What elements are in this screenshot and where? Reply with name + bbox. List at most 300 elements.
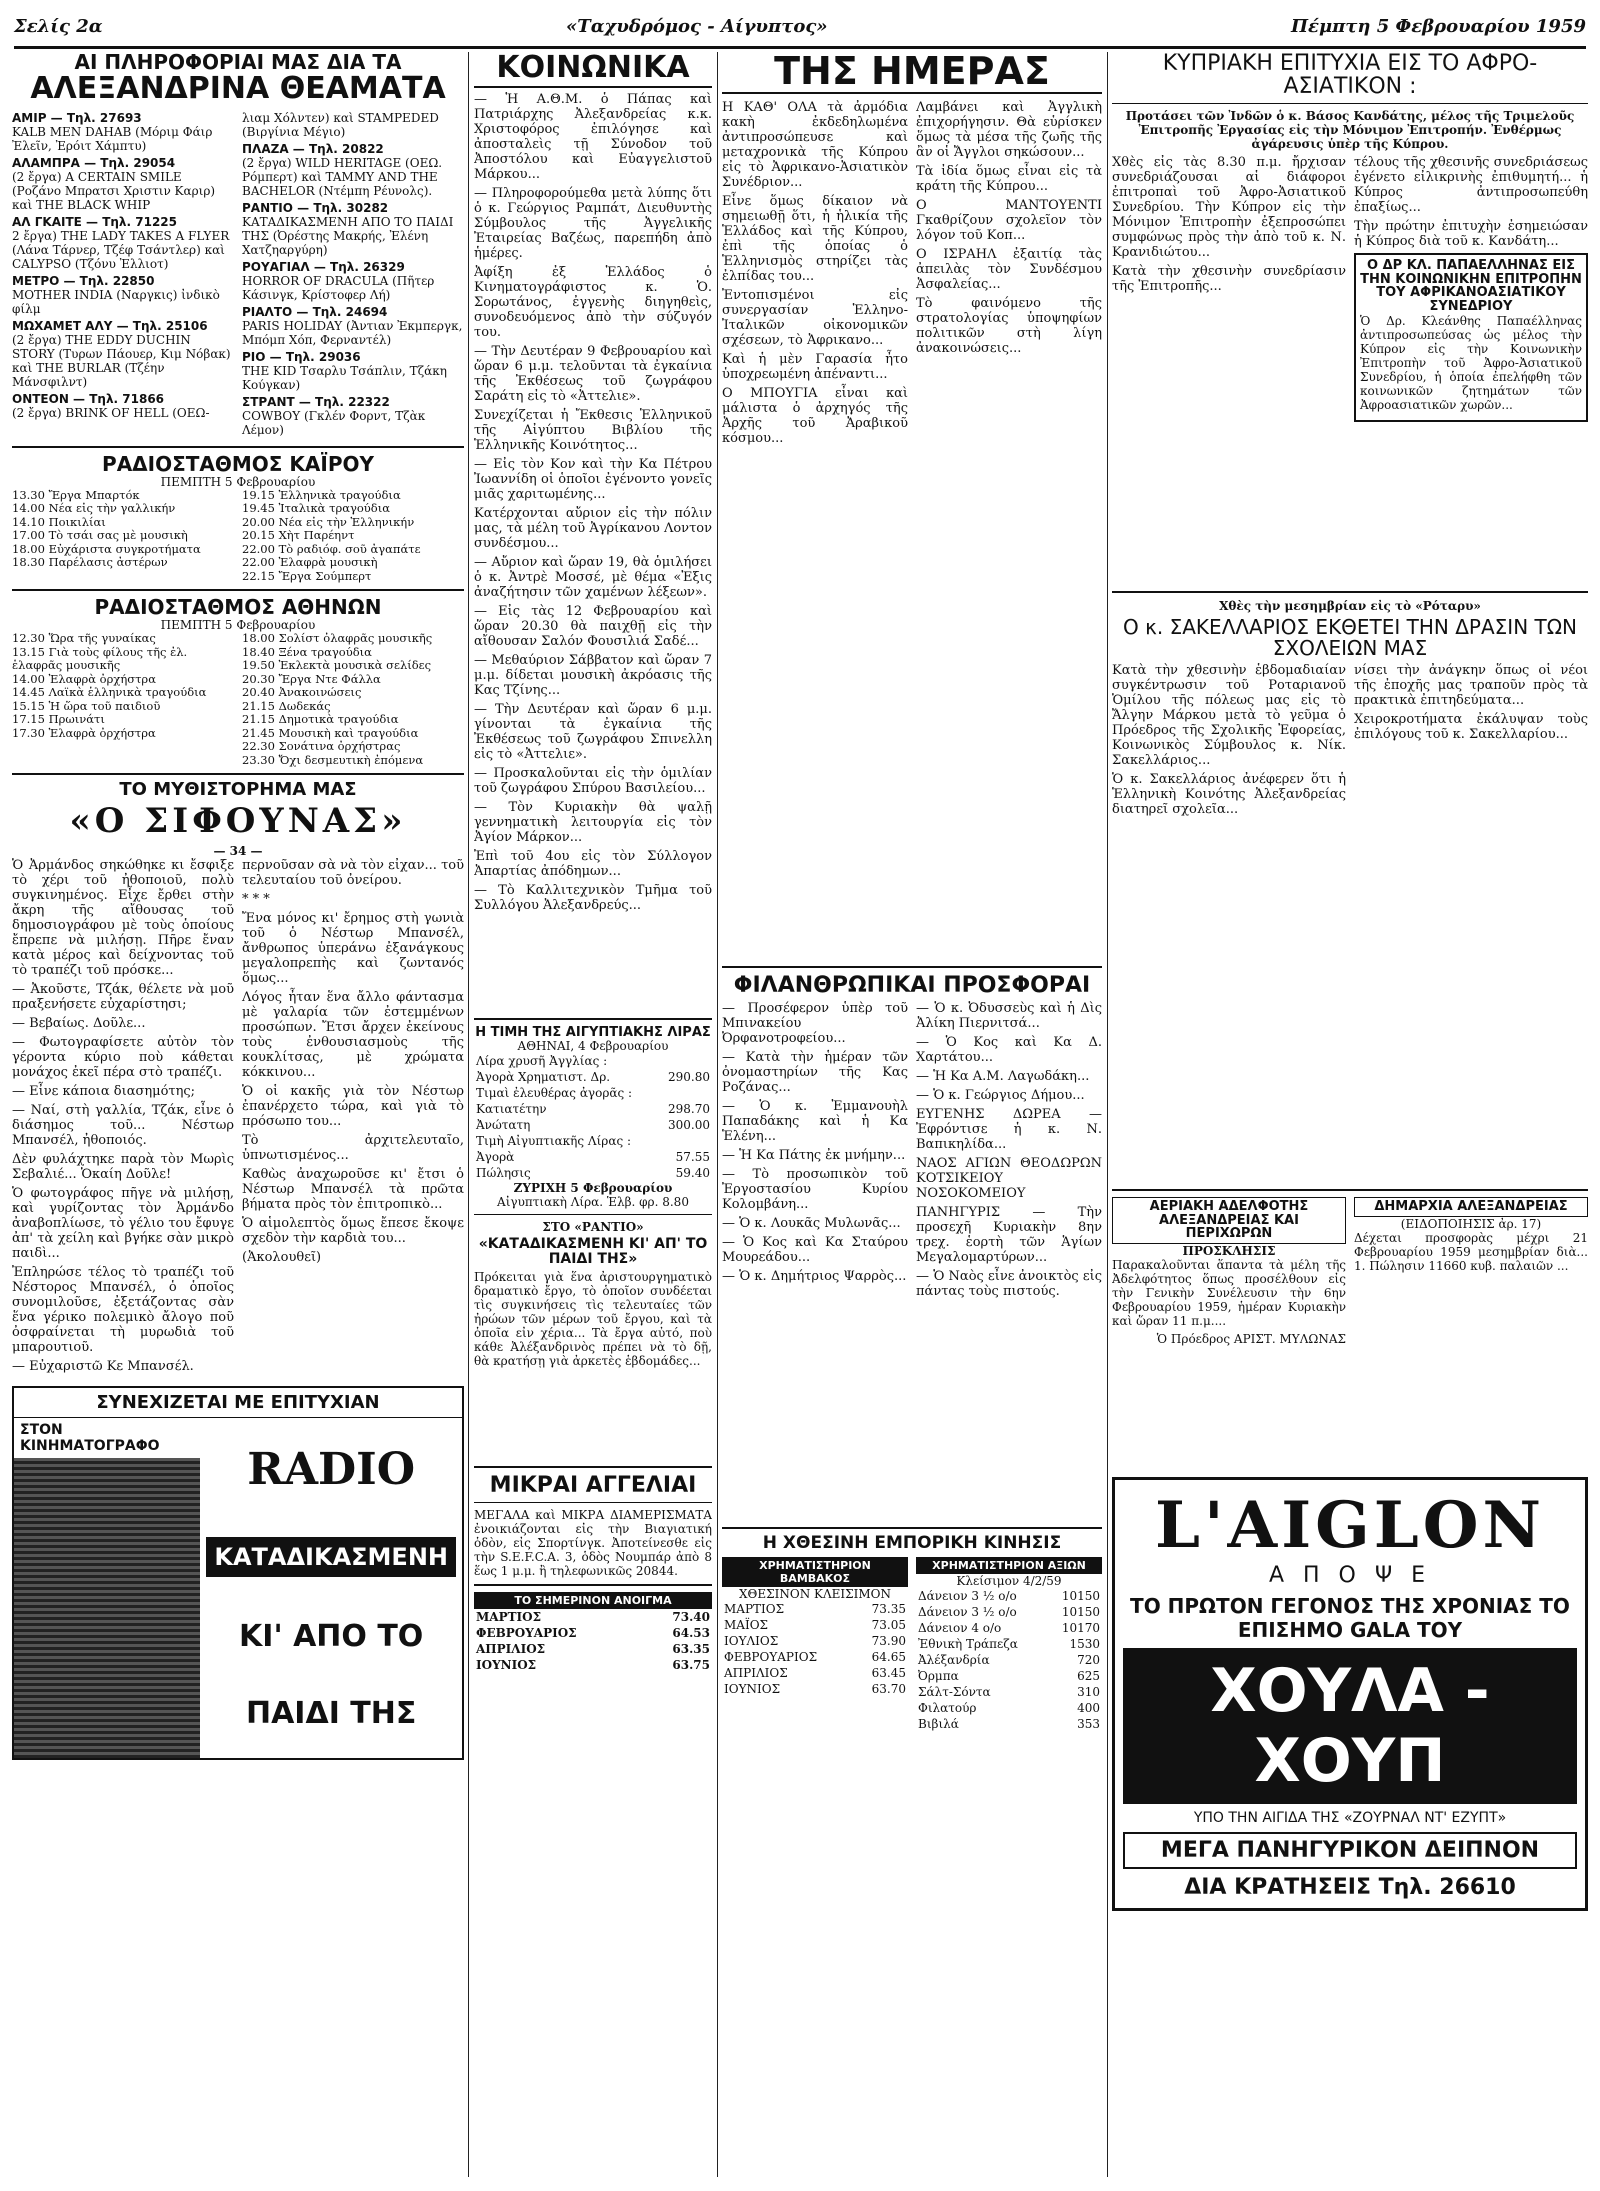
cinema-films: ΚΑΤΑΔΙΚΑΣΜΕΝΗ ΑΠΟ ΤΟ ΠΑΙΔΙ ΤΗΣ (Ὀρέστης Μακρής, Ἐλένη Χατζηαργύρη) (242, 214, 454, 257)
stock-table (916, 1588, 1102, 1732)
rate-row (474, 1165, 712, 1181)
cinema-films: (2 ἔργα) THE EDDY DUCHIN STORY (Τυρων Πάουερ, Κιμ Νόβακ) καὶ THE BURLAR (Τζέην Μάνσφιλντ) (12, 332, 231, 389)
row-label: ΦΕΒΡΟΥΑΡΙΟΣ (724, 1649, 818, 1664)
cinema-listing (242, 350, 464, 392)
cinema-name: ΑΛ ΓΚΑΙΤΕ — Τηλ. 71225 (12, 214, 177, 229)
row-label: Ἐθνικὴ Τράπεζα (918, 1636, 1018, 1651)
cinema-name: ΡΟΥΑΓΙΑΛ — Τηλ. 26329 (242, 259, 405, 274)
aiglon-under: ΥΠΟ ΤΗΝ ΑΙΓΙΔΑ ΤΗΣ «ΖΟΥΡΝΑΛ ΝΤ' ΕΖΥΠΤ» (1193, 1810, 1507, 1827)
rate-row (474, 1133, 712, 1149)
radio-program-item: 22.30 Σονάτινα ὀρχήστρας (242, 739, 401, 753)
charity-item: — Ὁ κ. Δημήτριος Ψαρρὸς... (722, 1268, 907, 1284)
social-item: — Προσκαλοῦνται εἰς τὴν ὁμιλίαν τοῦ ζωγράφου Σπύρου Βασιλείου... (474, 765, 712, 796)
novel-title: «Ο ΣΙΦΟΥΝΑΣ» (69, 800, 407, 841)
row-label: Βιβιλά (918, 1716, 959, 1731)
aiglon-star: ΧΟΥΛΑ - ΧΟΥΠ (1123, 1648, 1577, 1804)
radio-program-item: 22.00 Τὸ ραδιόφ. σοῦ ἀγαπάτε (242, 541, 421, 556)
novel-paragraph: Ἔνα μόνος κι' ἔρημος στὴ γωνιὰ τοῦ ὁ Νέστωρ Μπανσέλ, ἄνθρωπος ὑπεράνω ἐξανάγκους μεγαλοπρεπὴς καὶ ζωντανός ὅμως... (242, 910, 464, 986)
radio-program-item: 20.15 Χὴτ Παρέηντ (242, 528, 355, 542)
adelphotis-sub: ΠΡΟΣΚΛΗΣΙΣ (1182, 1244, 1276, 1259)
social-item: — Εἰς τὰς 12 Φεβρουαρίου καὶ ὥραν 20.30 θὰ παιχθῇ εἰς τὴν αἴθουσαν Σαλόν Φουσιλιά Σαδέ... (474, 603, 712, 649)
cinema-name: ΜΩΧΑΜΕΤ ΑΛΥ — Τηλ. 25106 (12, 318, 208, 333)
row-value: 10150 (1061, 1588, 1100, 1603)
row-label: Κατιατέτην (476, 1102, 547, 1117)
radio-program-item: 19.15 Ἑλληνικὰ τραγούδια (242, 487, 401, 502)
radio-athens-schedule (12, 632, 464, 767)
social-item: — Τὸν Κυριακὴν θὰ ψαλῇ γεννηματικὴ λειτουργία εἰς τὸν Ἀγίον Μάρκον... (474, 799, 712, 845)
novel-paragraph: Ἐπληρώσε τέλος τὸ τραπέζι τοῦ Νέστορος Μπανσέλ, ὁ ὁποῖος συνομιλοῦσε, ἐξετάζοντας σὰν ἕνα γέρικο πολεμικὸ ἄλογο ποῦ ὀσφραίνεται τὴ μυρωδιὰ τοῦ μπαρουτιοῦ. (12, 1264, 234, 1355)
row-value (659, 1053, 712, 1069)
opening-row (474, 1641, 712, 1657)
day-paragraph: Ο ΜΑΝΤΟΥΕΝΤΙ Γκαθρίζουν σχολεῖον τὸν λόγον τοῦ Κοπ... (916, 197, 1102, 243)
rate-table (474, 1053, 712, 1181)
rantio-title: «ΚΑΤΑΔΙΚΑΣΜΕΝΗ ΚΙ' ΑΠ' ΤΟ ΠΑΙΔΙ ΤΗΣ» (478, 1236, 708, 1267)
charity-item: ΕΥΓΕΝΗΣ ΔΩΡΕΑ — Ἐφρόντισε ἡ κ. Ν. Βαπικηλίδα... (916, 1106, 1102, 1152)
radio-program-item: 13.30 Ἔργα Μπαρτόκ (12, 487, 140, 502)
cinema-name: ΑΛΑΜΠΡΑ — Τηλ. 29054 (12, 155, 176, 170)
charity-item: — Ὁ Ναὸς εἶνε ἀνοικτὸς εἰς πάντας τοὺς πιστούς. (916, 1268, 1102, 1299)
row-value: 57.55 (675, 1150, 710, 1165)
cinema-listings-right (242, 111, 464, 440)
charity-item: — Ἡ Κα Πάτης ἐκ μνήμην... (722, 1147, 906, 1163)
cinema-name: ΟΝΤΕΟΝ — Τηλ. 71866 (12, 391, 165, 406)
row-value: 400 (1077, 1700, 1100, 1715)
social-news (474, 92, 712, 1012)
row-label: Ἀλέξανδρία (918, 1652, 990, 1667)
row-label: Δάνειον 3 ½ ο/ο (918, 1604, 1017, 1619)
novel-paragraph: Ὁ αἱμολεπτὸς ὅμως ἔπεσε ἔκοψε σχεδὸν τὴν καρδιὰ του... (242, 1215, 464, 1246)
row-label: Ὀρμπα (918, 1668, 959, 1683)
charity-item: — Προσέφερον ὑπὲρ τοῦ Μπινακείου Ὀρφανοτροφείου... (722, 1000, 908, 1046)
cinema-name: ΡΙΑΛΤΟ — Τηλ. 24694 (242, 304, 388, 319)
adelphotis-text: Παρακαλοῦνται ἅπαντα τὰ μέλη τῆς Ἀδελφότητος ὅπως προσέλθουν εἰς τὴν Γενικὴν Συνέλευσιν τὴν 6ην Φεβρουαρίου 1959, ἡμέραν Κυριακὴν καὶ ὥραν 11 π.μ.... (1112, 1258, 1346, 1329)
row-label: Ἀνώτατη (476, 1118, 531, 1133)
ad-line-2: ΣΤΟΝ ΚΙΝΗΜΑΤΟΓΡΑΦΟ (20, 1421, 160, 1454)
row-value: 353 (1077, 1716, 1100, 1731)
novel-body (12, 858, 464, 1378)
page-number: Σελίς 2α (14, 15, 103, 37)
charity-body (722, 1001, 1102, 1521)
zurich-rate: Αἰγυπτιακὴ Λίρα. Ἑλβ. φρ. 8.80 (497, 1195, 689, 1210)
charity-item: — Ὁ Κος καὶ Κα Σταύρου Μουρεάδου... (722, 1234, 908, 1265)
charity-item: — Ὁ κ. Λουκᾶς Μυλωνᾶς... (722, 1215, 901, 1231)
cinema-name: ΡΑΝΤΙΟ — Τηλ. 30282 (242, 200, 389, 215)
cinema-listing (242, 201, 464, 257)
stock-row (916, 1604, 1102, 1620)
cyprus-paragraph: τέλους τῆς χθεσινῆς συνεδριάσεως ἐγένετο εἰλικρινὴς ἐπιθυμητή... ἡ Κύπρος ἀντιπροσωπεύθη ἐπαξίως... (1354, 155, 1588, 216)
row-label: Φιλατούρ (918, 1700, 977, 1715)
radio-cairo-schedule (12, 489, 464, 584)
aiglon-dinner: ΜΕΓΑ ΠΑΝΗΓΥΡΙΚΟΝ ΔΕΙΠΝΟΝ (1123, 1832, 1577, 1869)
dimarchia-text: Δέχεται προσφορὰς μέχρι 21 Φεβρουαρίου 1959 μεσημβρίαν διὰ... 1. Πώλησιν 11660 κυβ. παλαιῶν ... (1354, 1230, 1588, 1273)
radio-athens-date: ΠΕΜΠΤΗ 5 Φεβρουαρίου (160, 618, 316, 632)
row-label: Πώλησις (476, 1166, 531, 1181)
cotton-row (722, 1601, 908, 1617)
charity-item: ΠΑΝΗΓΥΡΙΣ — Τὴν προσεχῆ Κυριακὴν 8ην τρεχ. ἑορτὴ τῶν Ἁγίων Μεγαλομαρτύρων... (916, 1204, 1102, 1265)
radio-program-item: 14.45 Λαϊκὰ ἑλληνικὰ τραγούδια (12, 685, 207, 699)
rantio-text: Πρόκειται γιὰ ἕνα ἀριστουργηματικὸ δραματικὸ ἔργο, τὸ ὁποῖον συνδέεται τὶς συγκινήσεις τὶς τελευταίες τῶν ἠρώων τῶν μέρων τοῦ ἔργου, καὶ τὰ ὁποῖα εἰν χέρια... Τὰ ἔργα αὐτό, ποὺ κάθε Ἀλέξανδρινὸς πρέπει νὰ τὸ δῇ, θὰ κρατήσῃ γιὰ ἀρκετὲς ἑβδομάδες... (474, 1269, 712, 1368)
sakellarios-paragraph: Χειροκροτήματα ἐκάλυψαν τοὺς ἐπιλόγους τοῦ κ. Σακελλαρίου... (1354, 712, 1588, 743)
radio-program-item: 18.00 Σολίστ ὀλαφρᾶς μουσικῆς (242, 631, 433, 645)
dimarchia-heading: ΔΗΜΑΡΧΙΑ ΑΛΕΞΑΝΔΡΕΙΑΣ (1354, 1197, 1588, 1217)
novel-paragraph: — Ἀκοῦστε, Τζάκ, θέλετε νὰ μοῦ πραξενήσετε εὐχαρίστησι; (12, 981, 234, 1012)
radio-program-item: 23.30 Ὄχι δεσμευτικὴ ἐπόμενα (242, 752, 424, 767)
novel-paragraph: — Εὐχαριστῶ Κε Μπανσέλ. (12, 1358, 194, 1374)
cinema-listing (12, 392, 234, 420)
cinema-name: ΠΛΑΖΑ — Τηλ. 20822 (242, 141, 384, 156)
social-item: Συνεχίζεται ἡ Ἔκθεσις Ἑλληνικοῦ τῆς Αἰγύπτου Βιβλίου τῆς Ἑλληνικῆς Κοινότητος... (474, 407, 712, 453)
day-heading: ΤΗΣ ΗΜΕΡΑΣ (722, 52, 1102, 94)
cinema-name: ΜΕΤΡΟ — Τηλ. 22850 (12, 273, 155, 288)
charity-item: — Τὸ προσωπικὸν τοῦ Ἐργοστασίου Κυρίου Κολομβάνη... (722, 1166, 908, 1212)
column-4 (1112, 52, 1588, 2177)
sakellarios-body (1112, 663, 1588, 1183)
stock-row (916, 1652, 1102, 1668)
radio-program-item: 18.40 Ξένα τραγούδια (242, 644, 372, 659)
aiglon-name: L'AIGLON (1154, 1488, 1546, 1564)
radio-program-item: 21.15 Δωδεκάς (242, 698, 331, 713)
social-item: Ἐπὶ τοῦ 4ου εἰς τὸν Σύλλογον Ἀπαρτίας ἀπόδημων... (474, 848, 712, 879)
day-paragraph: Ο ΜΠΟΥΓΙΑ εἶναι καὶ μάλιστα ὁ ἀρχηγός τῆς Ἀρχῆς τοῦ Ἀραβικοῦ κόσμου... (722, 385, 908, 446)
stock-row (916, 1636, 1102, 1652)
radio-cairo-heading: ΡΑΔΙΟΣΤΑΘΜΟΣ ΚΑΪΡΟΥ (102, 451, 374, 476)
cotton-row (722, 1617, 908, 1633)
cinema-listing (12, 274, 234, 316)
novel-paragraph: Καθὼς ἀναχωροῦσε κι' ἔτσι ὁ Νέστωρ Μπανσέλ τὰ πρῶτα βήματα πρὸς τὸν ἐπιτροπικὸ... (242, 1166, 464, 1212)
row-value: 310 (1077, 1684, 1100, 1699)
cinema-radio-name: RADIO (247, 1444, 416, 1496)
day-paragraph: Καὶ ἡ μὲν Γαρασία ἦτο ὑποχρεωμένη ἀπέναντι... (722, 351, 908, 382)
cotton-row (722, 1681, 908, 1697)
papa-heading: Ο ΔΡ ΚΛ. ΠΑΠΑΕΛΛΗΝΑΣ ΕΙΣ ΤΗΝ ΚΟΙΝΩΝΙΚΗΝ ΕΠΙΤΡΟΠΗΝ ΤΟΥ ΑΦΡΙΚΑΝΟΑΣΙΑΤΙΚΟΥ ΣΥΝΕΔΡΙΟΥ (1360, 258, 1582, 315)
novel-kicker: ΤΟ ΜΥΘΙΣΤΟΡΗΜΑ ΜΑΣ (119, 779, 357, 800)
film-title-3: ΠΑΙΔΙ ΤΗΣ (245, 1695, 417, 1731)
novel-paragraph: (Ἀκολουθεῖ) (242, 1249, 322, 1265)
social-item: — Πληροφορούμεθα μετὰ λύπης ὅτι ὁ κ. Γεώργιος Ραμπάτ, Διευθυντὴς Σύμβουλος τῆς Ἀγγελικῆς Ἐταιρείας Βαζέως, παρεπήδη ἀπὸ ἡμέρες. (474, 185, 712, 261)
row-label: Λίρα χρυσῆ Ἀγγλίας : (476, 1054, 608, 1069)
social-item: — Ἡ Α.Θ.Μ. ὁ Πάπας καὶ Πατριάρχης Ἀλεξανδρείας κ.κ. Χριστοφόρος ἐπιλόγησε καὶ ἀποσταλεὶς τῇ Σύνοδον τοῦ Ἀποστόλου καὶ Εὐαγγελιστοῦ Μάρκου... (474, 91, 712, 182)
ad-line-1: ΣΥΝΕΧΙΖΕΤΑΙ ΜΕ ΕΠΙΤΥΧΙΑΝ (14, 1388, 462, 1418)
row-value: 298.70 (668, 1102, 710, 1117)
row-label: ΙΟΥΛΙΟΣ (724, 1633, 779, 1648)
social-item: — Μεθαύριον Σάββατον καὶ ὥραν 7 μ.μ. δίδεται μουσικὴ ἀκρόασις τῆς Κας Τζίνης... (474, 652, 712, 698)
social-item: — Αὔριον καὶ ὥραν 19, θὰ ὁμιλήσει ὁ κ. Ἀντρὲ Μοσσέ, μὲ θέμα «Ἐξις ἀναζήτησιν τῶν χαμένων λέξεων». (474, 554, 712, 600)
radio-program-item: 19.50 Ἐκλεκτὰ μουσικὰ σελίδες (242, 658, 432, 672)
aiglon-ad (1112, 1477, 1588, 1911)
cinema-listing (242, 305, 464, 347)
novel-paragraph: Δὲν φυλάχτηκε παρὰ τὸν Μωρὶς Σεβαλιέ... Ὁκαίη Δοῦλε! (12, 1151, 234, 1182)
stock-row (916, 1684, 1102, 1700)
cyprus-heading: ΚΥΠΡΙΑΚΗ ΕΠΙΤΥΧΙΑ ΕΙΣ ΤΟ ΑΦΡΟ-ΑΣΙΑΤΙΚΟΝ : (1162, 52, 1538, 100)
row-value: 73.35 (871, 1601, 906, 1616)
radio-program-item: 18.30 Παρέλασις ἀστέρων (12, 555, 168, 569)
cyprus-body (1112, 155, 1588, 585)
classifieds-heading: ΜΙΚΡΑΙ ΑΓΓΕΛΙΑΙ (489, 1472, 697, 1498)
cyprus-paragraph: Χθὲς εἰς τὰς 8.30 π.μ. ἤρχισαν συνεδριάζουσαι αἱ διάφοροι ἐπιτροπαὶ τοῦ Ἀφρο-Ἀσιατικοῦ Συνεδρίου. Τὴν Κύπρον εἰς τὴν Μόνιμον Ἐπιτροπὴν ἐξεπροσώπει συμφώνως πρὸς τὴν ἀπὸ τοῦ κ. Ν. Κρανιδιώτου... (1112, 155, 1346, 261)
cinema-listings (12, 111, 464, 440)
row-label: Δάνειον 3 ½ ο/ο (918, 1588, 1017, 1603)
radio-program-item: 15.15 Ἡ ὥρα τοῦ παιδιοῦ (12, 698, 161, 713)
rate-city: ΑΘΗΝΑΙ, 4 Φεβρουαρίου (517, 1039, 669, 1054)
row-value: 290.80 (668, 1070, 710, 1085)
cotton-sub: ΧΘΕΣΙΝΟΝ ΚΛΕΙΣΙΜΟΝ (739, 1586, 891, 1601)
row-value: 625 (1077, 1668, 1100, 1683)
sakellarios-paragraph: Ὁ κ. Σακελλάριος ἀνέφερεν ὅτι ἡ Ἑλληνικὴ Κοινότης Ἀλεξανδρείας διατηρεῖ σχολεῖα... (1112, 772, 1346, 818)
social-heading: ΚΟΙΝΩΝΙΚΑ (474, 52, 712, 88)
radio-program-item: 12.30 Ὥρα τῆς γυναίκας (12, 631, 156, 645)
day-paragraph: Λαμβάνει καὶ Ἀγγλικὴ ἐπιχορήγησιν. Θὰ εὑρίσκεν ὅμως τὰ μέσα τῆς ζωῆς τῆς ἂν οἱ Ἄγγλοι σηκώσουν... (916, 99, 1102, 160)
radio-program-item: 20.00 Νέα εἰς τὴν Ἑλληνικήν (242, 514, 415, 529)
radio-program-item: 17.30 Ἑλαφρὰ ὀρχήστρα (12, 725, 156, 740)
cinema-listing (242, 260, 464, 302)
column-2 (474, 52, 712, 2177)
cinema-listing (12, 156, 234, 212)
papa-text: Ὁ Δρ. Κλεάνθης Παπαέλληνας ἀντιπροσωπεύσας ὡς μέλος τὴν Κύπρον εἰς τὴν Κοινωνικὴν Ἐπιτροπὴν τοῦ Ἀφρο-Ἀσιατικοῦ Συνεδρίου, ἡ ὁποία ἐπελήφθη τῶν κοινωνικῶν ζητημάτων τῶν Ἀφροασιατικῶν χωρῶν... (1360, 313, 1582, 412)
radio-program-item: 22.00 Ἐλαφρὰ μουσικὴ (242, 555, 378, 569)
adelphotis-sign: Ὁ Πρόεδρος ΑΡΙΣΤ. ΜΥΛΩΝΑΣ (1156, 1332, 1346, 1347)
masthead (14, 6, 1586, 49)
cinema-films: (2 ἔργα) A CERTAIN SMILE (Ροζάνο Μπρατσι Χριστιν Καριρ) καὶ THE BLACK WHIP (12, 169, 216, 212)
charity-item: — Ὁ κ. Ἐμμανουὴλ Παπαδάκης καὶ ἡ Κα Ἑλένη... (722, 1098, 908, 1144)
cinema-listing (12, 111, 234, 153)
cinema-films: MOTHER INDIA (Ναργκις) ἰνδικὸ φίλμ (12, 287, 220, 316)
social-item: — Τὴν Δευτέραν 9 Φεβρουαρίου καὶ ὥραν 6 μ.μ. τελοῦνται τὰ ἐγκαίνια τῆς Ἐκθέσεως τοῦ ζωγράφου Σαράτη εἰς τὸ «Ἀττελιε». (474, 343, 712, 404)
classifieds-text: ΜΕΓΑΛΑ καὶ ΜΙΚΡΑ ΔΙΑΜΕΡΙΣΜΑΤΑ ἐνοικιάζονται εἰς τὴν Βιαγιατική ὁδὸν, εἰς Σπορτίνγκ. Ἀποτείνεσθε εἰς τὴν S.E.F.C.A. 3, ὁδὸς Νουμπάρ ἀπὸ 8 ἕως 1 μ.μ. ἢ τηλεφωνικῶς 20844. (474, 1507, 712, 1578)
film-title-1: ΚΑΤΑΔΙΚΑΣΜΕΝΗ (206, 1537, 456, 1577)
cotton-row (722, 1665, 908, 1681)
cyprus-paragraph: Κατὰ τὴν χθεσινὴν συνεδρίασιν τῆς Ἐπιτροπῆς... (1112, 264, 1346, 295)
cinema-listing (242, 395, 464, 437)
cinema-films: HORROR OF DRACULA (Πῆτερ Κάσινγκ, Κρίστοφερ Λή) (242, 273, 435, 302)
day-paragraph: Εἶνε ὅμως δίκαιον νὰ σημειωθῇ ὅτι, ἡ ἡλικία τῆς Ἑλλάδος καὶ τῆς Κύπρου, ἐπὶ τῆς ὁποίας ὁ Ἑλληνισμὸς στηρίζει τὰς ἐλπίδας του... (722, 193, 908, 284)
notices (1112, 1197, 1588, 1467)
cinema-films: PARIS HOLIDAY (Ἀντιαν Ἐκμπεργκ, Μπόμπ Χόπ, Φερναντέλ) (242, 318, 463, 347)
novel-paragraph: Ὁ οἱ κακῆς γιὰ τὸν Νέστωρ ἐπανέρχετο τώρα, καὶ γιὰ τὸ πρόσωπο του... (242, 1083, 464, 1129)
radio-program-item: 17.15 Πρωινάτι (12, 712, 105, 726)
novel-paragraph: — Εἶνε κάποια διασημότης; (12, 1083, 196, 1099)
stock-row (916, 1700, 1102, 1716)
opening-heading: ΤΟ ΣΗΜΕΡΙΝΟΝ ΑΝΟΙΓΜΑ (474, 1592, 712, 1609)
row-label: Δάνειον 4 ο/ο (918, 1620, 1002, 1635)
cinema-films: THE KID Τσαρλυ Τσάπλιν, Τζάκη Κούγκαν) (242, 363, 447, 392)
opening-row (474, 1625, 712, 1641)
aiglon-tonight: Α Π Ο Ψ Ε (1268, 1563, 1432, 1589)
cinema-listings-left (12, 111, 234, 440)
column-3 (722, 52, 1102, 2177)
cinema-name: ΣΤΡΑΝΤ — Τηλ. 22322 (242, 394, 390, 409)
novel-paragraph: Ὁ φωτογράφος πῆγε νὰ μιλήσῃ, καὶ γυρίζοντας τὸν Ἀρμάνδο ἀναβοπλίωσε, τὸ γέλιο του ἔφυγε ἀπ' τὰ χείλη καὶ βγήκε σὰν μικρὸ παιδὶ... (12, 1185, 234, 1261)
cinema-films: λιαμ Χόλντεν) καὶ STAMPEDED (Βιργίνια Μέγιο) (242, 110, 439, 139)
radio-athens-heading: ΡΑΔΙΟΣΤΑΘΜΟΣ ΑΘΗΝΩΝ (94, 595, 382, 619)
cinema-films: (2 ἔργα) WILD HERITAGE (ΟΕΩ. Ρόμπερτ) καὶ TAMMY AND THE BACHELOR (Ντέμπη Ρέυνολς). (242, 155, 443, 198)
day-paragraph: Τὰ ἰδία ὅμως εἶναι εἰς τὰ κράτη τῆς Κύπρου... (916, 163, 1102, 194)
film-title-2: ΚΙ' ΑΠΟ ΤΟ (239, 1618, 424, 1654)
cinema-listing (242, 111, 464, 139)
column-divider (1107, 52, 1108, 2177)
row-value: 73.90 (871, 1633, 906, 1648)
charity-heading: ΦΙΛΑΝΘΡΩΠΙΚΑΙ ΠΡΟΣΦΟΡΑΙ (733, 972, 1091, 998)
opening-row (474, 1609, 712, 1625)
cinema-listing (242, 142, 464, 198)
row-value: 63.70 (871, 1681, 906, 1696)
charity-item: ΝΑΟΣ ΑΓΙΩΝ ΘΕΟΔΩΡΩΝ ΚΟΤΣΙΚΕΙΟΥ ΝΟΣΟΚΟΜΕΙΟΥ (916, 1155, 1102, 1201)
row-label: ΑΠΡΙΛΙΟΣ (476, 1641, 546, 1656)
day-paragraph: Ο ΙΣΡΑΗΛ ἐξαιτίᾳ τὰς ἀπειλὰς τὸν Συνδέσμου Ἀσφαλείας... (916, 246, 1102, 292)
row-value: 63.35 (672, 1641, 710, 1656)
cinema-name: ΑΜΙΡ — Τηλ. 27693 (12, 110, 142, 125)
day-paragraph: Τὸ φαινόμενο τῆς στρατολογίας ὑποψηφίων πολιτικῶν στὴ λίγη ἀνακοινώσεις... (916, 295, 1102, 356)
charity-item: — Κατὰ τὴν ἡμέραν τῶν ὀνομαστηρίων τῆς Κας Ροζάνας... (722, 1049, 908, 1095)
row-label: ΜΑΡΤΙΟΣ (724, 1601, 785, 1616)
adelphotis-heading: ΑΕΡΙΑΚΗ ΑΔΕΛΦΟΤΗΣ ΑΛΕΞΑΝΔΡΕΙΑΣ ΚΑΙ ΠΕΡΙΧΩΡΩΝ (1112, 1197, 1346, 1244)
row-label: Ἀγορὰ (476, 1150, 515, 1165)
day-body (722, 100, 1102, 960)
row-value (659, 1085, 712, 1101)
cinema-films: COWBOY (Γκλέν Φορντ, Τζὰκ Λέμον) (242, 408, 426, 437)
column-divider (717, 52, 718, 2177)
radio-program-item: 14.00 Ἐλαφρὰ ὀρχήστρα (12, 671, 156, 686)
zurich-heading: ΖΥΡΙΧΗ 5 Φεβρουαρίου (513, 1181, 673, 1196)
cotton-heading: ΧΡΗΜΑΤΙΣΤΗΡΙΟΝ ΒΑΜΒΑΚΟΣ (722, 1557, 908, 1587)
charity-item: — Ὁ κ. Ὀδυσσεὺς καὶ ἡ Δὶς Ἀλίκη Πιερνιτσά... (916, 1000, 1102, 1031)
novel-paragraph: — Βεβαίως. Δοῦλε... (12, 1015, 146, 1031)
cyprus-paragraph: Τὴν πρώτην ἐπιτυχὴν ἐσημειώσαν ἡ Κύπρος διὰ τοῦ κ. Κανδάτη... (1354, 219, 1588, 250)
rate-row (474, 1117, 712, 1133)
aiglon-booking: ΔΙΑ ΚΡΑΤΗΣΕΙΣ Τηλ. 26610 (1184, 1875, 1516, 1901)
novel-paragraph: — Ναί, στὴ γαλλία, Τζάκ, εἶνε ὁ διάσημος τοῦ... Νέστωρ Μπανσέλ, ἠθοποιός. (12, 1102, 234, 1148)
film-still-image (14, 1458, 200, 1758)
row-value: 64.53 (672, 1625, 710, 1640)
novel-paragraph: Λόγος ἦταν ἕνα ἄλλο φάντασμα μὲ γαλαρία τῶν ἐστεμμένων προσώπων. Ἔτσι ἄρχεν ἐκείνους τοὺς ἐνθουσιασμοὺς τῆς κουκλίτσας, μὲ χρώματα κόκκινου... (242, 989, 464, 1080)
row-value: 63.75 (672, 1657, 710, 1672)
rotary-line: Χθὲς τὴν μεσημβρίαν εἰς τὸ «Ρόταρυ» (1219, 599, 1481, 614)
row-value: 10150 (1061, 1604, 1100, 1619)
radio-program-item: 13.15 Γιὰ τοὺς φίλους τῆς ἐλ. ἑλαφρᾶς μουσικῆς (12, 644, 188, 672)
row-value: 73.40 (672, 1609, 710, 1624)
cinema-subheading: ΑΛΕΞΑΝΔΡΙΝΑ ΘΕΑΜΑΤΑ (30, 71, 446, 106)
cotton-row (722, 1649, 908, 1665)
novel-part: — 34 — (213, 843, 263, 858)
radio-program-item: 17.00 Τὸ τσάι σας μὲ μουσικὴ (12, 528, 188, 542)
charity-item: — Ὁ Κος καὶ Κα Δ. Χαρτάτου... (916, 1034, 1102, 1065)
rate-row (474, 1085, 712, 1101)
stock-row (916, 1716, 1102, 1732)
commerce-body (722, 1557, 1102, 1732)
radio-cairo-date: ΠΕΜΠΤΗ 5 Φεβρουαρίου (160, 474, 316, 489)
row-label: ΦΕΒΡΟΥΑΡΙΟΣ (476, 1625, 577, 1640)
column-1 (12, 52, 464, 2177)
sakellarios-paragraph: Κατὰ τὴν χθεσινὴν ἑβδομαδιαίαν συγκέντρωσιν τοῦ Ροταριανοῦ Ὁμίλου τῆς πόλεως μας εἰς τὸ Ἄλγην Μάρκου μετὰ τὸ γεῦμα ὁ Πρόεδρος τῆς Σχολικῆς Ἐφορείας, Κοινωνικὸς Σύμβουλος κ. Νίκ. Σακελλάριος... (1112, 663, 1346, 769)
stock-heading: ΧΡΗΜΑΤΙΣΤΗΡΙΟΝ ΑΞΙΩΝ (916, 1557, 1102, 1574)
row-value: 63.45 (871, 1665, 906, 1680)
social-item: Κατέρχονται αὔριον εἰς τὴν πόλιν μας, τὰ μέλη τοῦ Ἀγρίκανου Λοντον συνδέσμου... (474, 505, 712, 551)
rate-row (474, 1053, 712, 1069)
radio-program-item: 22.15 Ἔργα Σούμπερτ (242, 568, 372, 583)
radio-program-item: 20.30 Ἔργα Ντε Φάλλα (242, 671, 381, 686)
row-value: 720 (1077, 1652, 1100, 1667)
newspaper-name: «Ταχυδρόμος - Αίγυπτος» (566, 15, 828, 37)
cinema-listing (12, 215, 234, 271)
radio-program-item: 21.45 Μουσικὴ καὶ τραγούδια (242, 725, 419, 740)
dimarchia-sub: (ΕΙΔΟΠΟΙΗΣΙΣ ἀρ. 17) (1400, 1216, 1542, 1231)
stock-sub: Κλείσιμον 4/2/59 (956, 1573, 1062, 1588)
sakellarios-paragraph: νίσει τὴν ἀνάγκην ὅπως οἱ νέοι τῆς ἐποχῆς μας τραποῦν πρὸς τὰ πρακτικὰ ἐπιτηδεύματα... (1354, 663, 1588, 709)
stock-row (916, 1588, 1102, 1604)
cotton-row (722, 1633, 908, 1649)
cinema-name: ΡΙΟ — Τηλ. 29036 (242, 349, 361, 364)
column-divider (468, 52, 469, 2177)
social-item: — Εἰς τὸν Κον καὶ τὴν Κα Πέτρου Ἰωαννίδη οἱ ὁποῖοι ἐγένοντο γονεῖς μιᾶς χαριτωμένης... (474, 456, 712, 502)
row-label: Σάλτ-Σόντα (918, 1684, 991, 1699)
rate-row (474, 1069, 712, 1085)
social-item: — Τὸ Καλλιτεχνικὸν Τμῆμα τοῦ Συλλόγου Ἀλεξανδρεύς... (474, 882, 712, 913)
rate-row (474, 1149, 712, 1165)
cinema-listing (12, 319, 234, 389)
social-item: — Τὴν Δευτέραν καὶ ὥραν 6 μ.μ. γίνονται τὰ ἐγκαίνια τῆς Ἐκθέσεως τοῦ ζωγράφου Σπινελλη εἰς τὸ «Ἀττελιε». (474, 701, 712, 762)
novel-paragraph: — Φωτογραφίσετε αὐτὸν τὸν γέροντα κύριο ποὺ κάθεται μονάχος ἐκεῖ πέρα στὸ τραπέζι. (12, 1034, 234, 1080)
novel-paragraph: Ὁ Ἀρμάνδος σηκώθηκε κι ἔσφιξε τὸ χέρι τοῦ ἠθοποιοῦ, πολὺ συγκινημένος. Εἶχε ἔρθει στὴν ἄκρη τῆς αἴθουσας τοῦ δημοσιογράφου μὲ τοὺς ὁποίους ἔπρεπε νὰ μιλήσῃ. Πῆρε ἔναν κατὰ μέρος καὶ δείχνοντας τοῦ τὸ τραπέζι τοῦ πρόσκε... (12, 857, 234, 978)
novel-paragraph: περνοῦσαν σὰ νὰ τὸν εἶχαν... τοῦ τελευταίου τοῦ ὀνείρου. (242, 857, 464, 888)
rate-heading: Η ΤΙΜΗ ΤΗΣ ΑΙΓΥΠΤΙΑΚΗΣ ΛΙΡΑΣ (475, 1024, 711, 1040)
row-label: ΑΠΡΙΛΙΟΣ (724, 1665, 788, 1680)
cinema-films: (2 ἔργα) BRINK OF HELL (ΟΕΩ- (12, 405, 210, 420)
novel-paragraph: * * * (242, 891, 270, 907)
opening-row (474, 1657, 712, 1673)
row-label: Τιμαὶ ἐλευθέρας ἀγορᾶς : (476, 1086, 633, 1101)
cinema-heading: ΑΙ ΠΛΗΡΟΦΟΡΙΑΙ ΜΑΣ ΔΙΑ ΤΑ (74, 52, 402, 74)
radio-program-item: 14.00 Νέα εἰς τὴν γαλλικήν (12, 501, 176, 515)
row-label: Τιμὴ Αἰγυπτιακῆς Λίρας : (476, 1134, 632, 1149)
sakellarios-heading: Ο κ. ΣΑΚΕΛΛΑΡΙΟΣ ΕΚΘΕΤΕΙ ΤΗΝ ΔΡΑΣΙΝ ΤΩΝ ΣΧΟΛΕΙΩΝ ΜΑΣ (1123, 615, 1577, 661)
novel-paragraph: Τὸ ἀρχιτελευταῖο, ὑπνωτισμένος... (242, 1132, 464, 1163)
charity-item: — Ὁ κ. Γεώργιος Δήμου... (916, 1087, 1085, 1103)
charity-item: — Ἡ Κα Α.Μ. Λαγωδάκη... (916, 1068, 1090, 1084)
cyprus-sub: Προτάσει τῶν Ἰνδῶν ὁ κ. Βάσος Κανδάτης, μέλος τῆς Τριμελοῦς Ἐπιτροπῆς Ἐργασίας εἰς τὴν Μόνιμον Ἐπιτροπήν. Ἐνθέρμως ἀγάρευσις ὑπὲρ τῆς Κύπρου. (1125, 109, 1575, 152)
row-label: ΜΑΪΟΣ (724, 1617, 769, 1632)
cinema-films: KALB MEN DAHAB (Μόριμ Φάιρ Ἐλεῖν, Ἐρόιτ Χάμπτυ) (12, 124, 213, 153)
radio-program-item: 18.00 Εὐχάριστα συγκροτήματα (12, 541, 201, 556)
row-value: 64.65 (871, 1649, 906, 1664)
radio-program-item: 14.10 Ποικιλίαι (12, 514, 106, 529)
radio-program-item: 20.40 Ἀνακοινώσεις (242, 685, 362, 699)
day-paragraph: Ἐντοπισμένοι εἰς συνεργασίαν Ἑλληνο-Ἰταλικῶν οἰκονομικῶν σχέσεων, τὸ Ἀφρικανο... (722, 287, 908, 348)
cotton-table (722, 1601, 908, 1697)
opening-table (474, 1609, 712, 1673)
rate-row (474, 1101, 712, 1117)
row-label: Ἀγορὰ Χρηματιστ. Δρ. (476, 1070, 611, 1085)
stock-row (916, 1668, 1102, 1684)
aiglon-event: ΤΟ ΠΡΩΤΟΝ ΓΕΓΟΝΟΣ ΤΗΣ ΧΡΟΝΙΑΣ ΤΟ ΕΠΙΣΗΜΟ GALA ΤΟΥ (1130, 1594, 1570, 1643)
social-item: Ἀφίξη ἐξ Ἑλλάδος ὁ Κινηματογράφιστος κ. Ὁ. Σορωτάνος, ἐγγενὴς διηγηθεὶς, συνοδευόμενος ἀπὸ τὴν σύζυγόν του. (474, 264, 712, 340)
row-value: 10170 (1061, 1620, 1100, 1635)
row-label: ΙΟΥΝΙΟΣ (724, 1681, 781, 1696)
row-value: 300.00 (668, 1118, 710, 1133)
row-label: ΙΟΥΝΙΟΣ (476, 1657, 537, 1672)
cinema-films: 2 ἔργα) THE LADY TAKES A FLYER (Λάνα Τάρνερ, Τζέφ Τσάντλερ) καὶ CALYPSO (Τζόνυ Ἐλλιοτ) (12, 228, 230, 271)
commerce-heading: Η ΧΘΕΣΙΝΗ ΕΜΠΟΡΙΚΗ ΚΙΝΗΣΙΣ (762, 1532, 1062, 1553)
row-value: 59.40 (675, 1166, 710, 1181)
row-value: 73.05 (871, 1617, 906, 1632)
radio-program-item: 21.15 Δημοτικὰ τραγούδια (242, 712, 399, 726)
radio-cinema-ad (12, 1386, 464, 1760)
row-value: 1530 (1069, 1636, 1100, 1651)
row-value (659, 1133, 712, 1149)
stock-row (916, 1620, 1102, 1636)
issue-date: Πέμπτη 5 Φεβρουαρίου 1959 (1291, 15, 1586, 37)
radio-program-item: 19.45 Ἰταλικὰ τραγούδια (242, 501, 390, 515)
day-paragraph: Η ΚΑΘ' ΟΛΑ τὰ ἀρμόδια κακὴ ἐκδεδηλωμένα ἀντιπροσώπευσε καὶ μεταχρονικὰ τῆς Κύπρου εἰς τὸ Ἀφρικανο-Ἀσιατικὸν Συνέδριον... (722, 99, 908, 190)
row-label: ΜΑΡΤΙΟΣ (476, 1609, 542, 1624)
